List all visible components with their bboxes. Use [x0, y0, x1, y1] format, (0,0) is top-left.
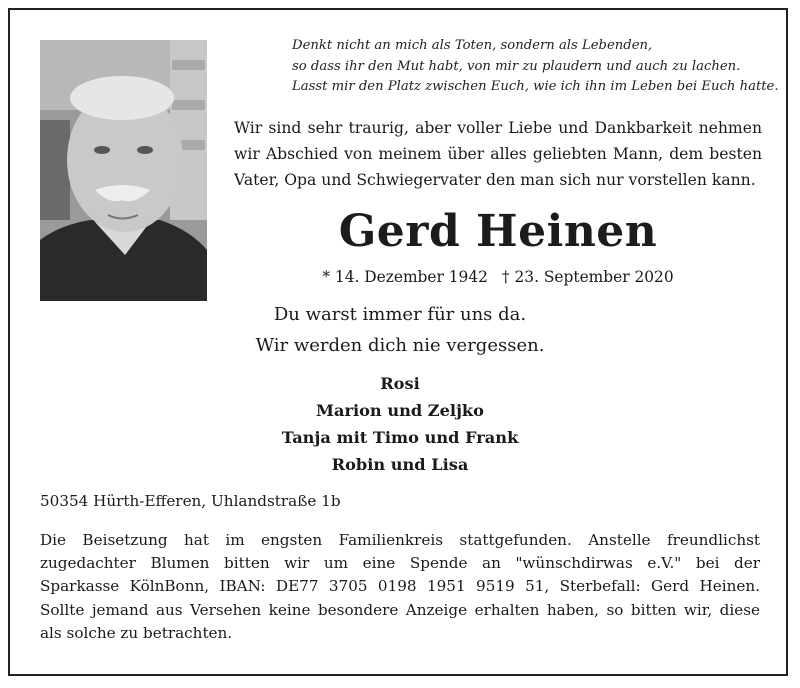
motto-line: Denkt nicht an mich als Toten, sondern als Lebenden, [292, 38, 653, 53]
notice-line: Die Beisetzung hat im engsten Familienkreis stattgefunden. Anstelle freundlichst [40, 531, 760, 549]
life-dates [234, 266, 762, 288]
family-member: Robin und Lisa [331, 455, 469, 474]
motto-line: so dass ihr den Mut habt, von mir zu plaudern und auch zu lachen. [292, 58, 741, 74]
portrait-photo [40, 40, 207, 301]
intro-line: wir Abschied von meinem über alles geliebten Mann, dem besten [234, 145, 762, 163]
notice-line: Sparkasse KölnBonn, IBAN: DE77 3705 0198 1951 9519 51, Sterbefall: Gerd Heinen. [40, 577, 760, 596]
notice-line: als solche zu betrachten. [40, 623, 233, 642]
address: 50354 Hürth-Efferen, Uhlandstraße 1b [40, 492, 341, 510]
family-list [200, 370, 600, 478]
intro-line: Vater, Opa und Schwiegervater den man sich nur vorstellen kann. [234, 171, 756, 189]
motto-quote [292, 36, 779, 98]
notice-line: zugedachter Blumen bitten wir um eine Spende an "wünschdirwas e.V." bei der [40, 554, 760, 573]
deceased-name: Gerd Heinen [338, 206, 658, 257]
family-member: Marion und Zeljko [316, 401, 484, 420]
farewell-text [200, 299, 600, 361]
family-member: Rosi [380, 374, 420, 393]
birth-date: * 14. Dezember 1942 [322, 268, 488, 286]
intro-text [234, 115, 762, 193]
funeral-notice [40, 529, 760, 645]
farewell-line: Wir werden dich nie vergessen. [255, 335, 545, 356]
family-member: Tanja mit Timo und Frank [281, 428, 519, 447]
motto-line: Lasst mir den Platz zwischen Euch, wie ich ihn im Leben bei Euch hatte. [292, 79, 779, 94]
farewell-line: Du warst immer für uns da. [273, 304, 527, 325]
intro-line: Wir sind sehr traurig, aber voller Liebe und Dankbarkeit nehmen [234, 119, 762, 137]
death-date: † 23. September 2020 [501, 268, 674, 286]
notice-line: Sollte jemand aus Versehen keine besondere Anzeige erhalten haben, so bitten wir, diese [40, 600, 760, 619]
